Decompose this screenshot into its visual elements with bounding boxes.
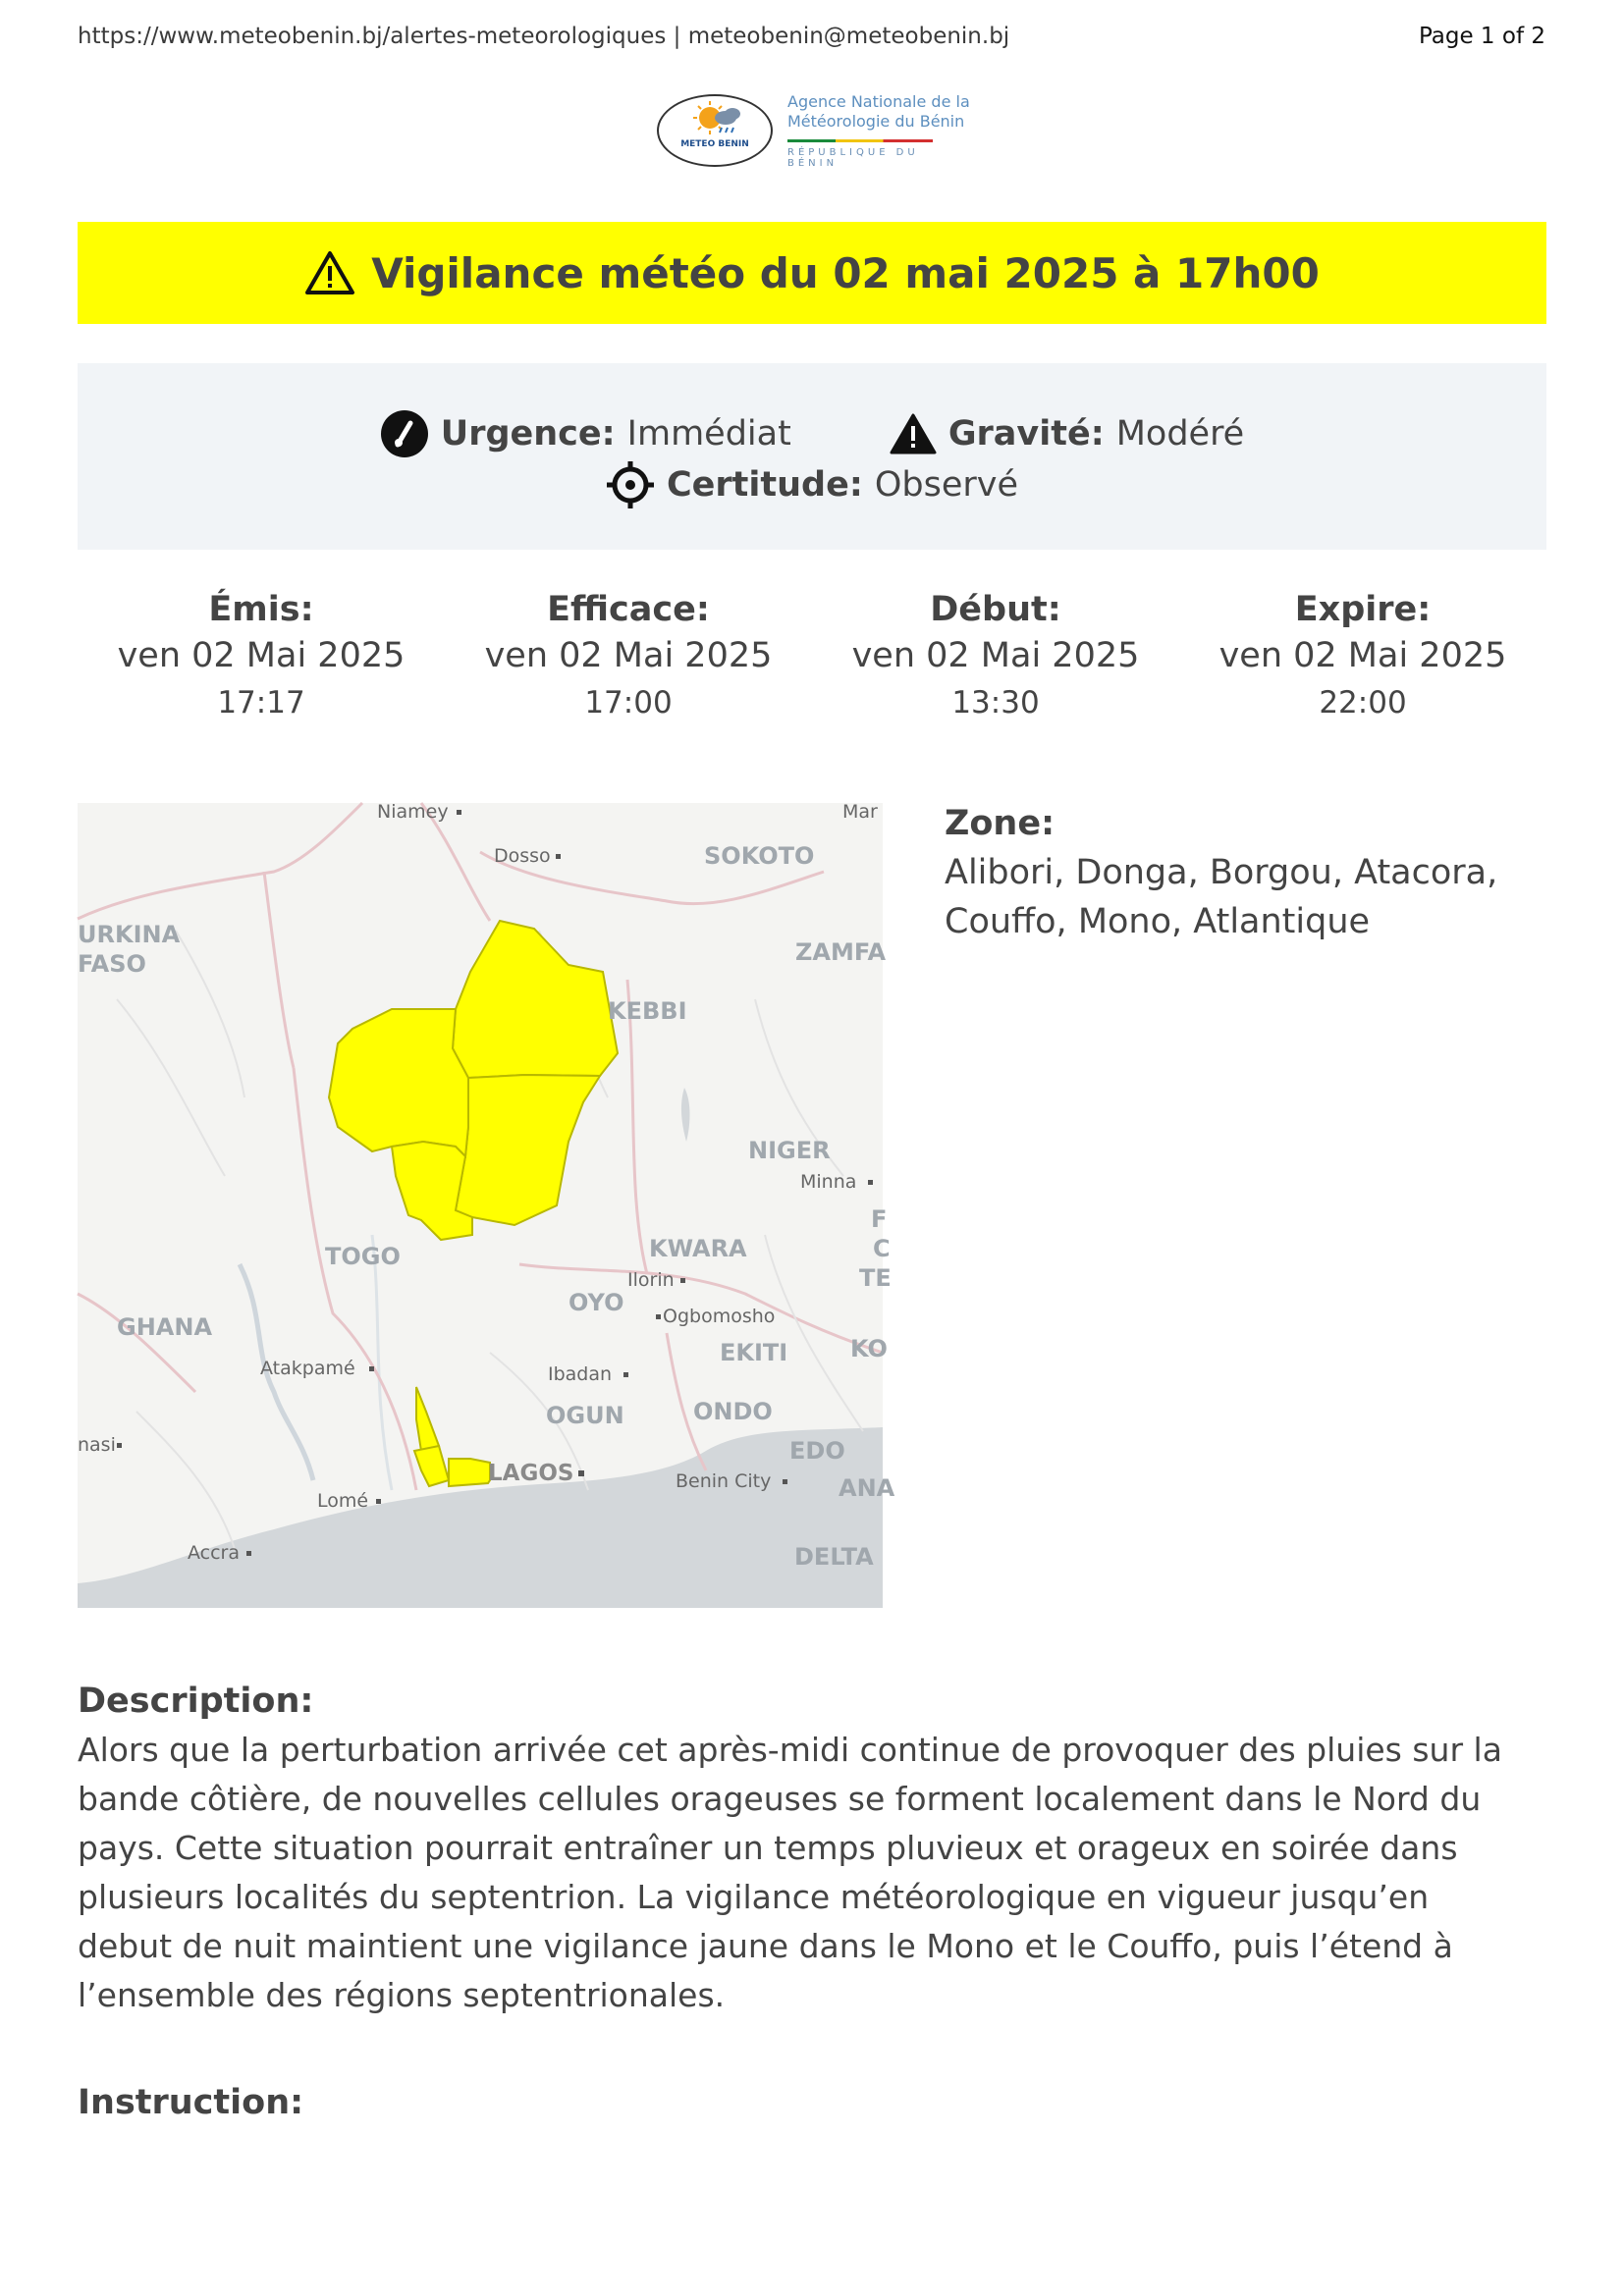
date-emis — [78, 589, 445, 736]
certitude-item — [606, 460, 1018, 509]
urgence-label: Urgence: — [440, 414, 616, 454]
date-day: ven 02 Mai 2025 — [851, 636, 1140, 675]
map-label: URKINA — [78, 921, 181, 948]
map-label: Accra — [188, 1542, 241, 1564]
map-label: KEBBI — [608, 997, 687, 1025]
logo-agency-line2: Météorologie du Bénin — [787, 112, 965, 131]
map-label: Niamey — [377, 801, 449, 823]
page-title: Vigilance météo du 02 mai 2025 à 17h00 — [371, 248, 1320, 297]
benin-alert-map — [78, 801, 895, 1608]
map-label: Atakpamé — [260, 1358, 355, 1379]
date-label: Efficace: — [547, 590, 710, 629]
map-label: Ibadan — [548, 1363, 613, 1385]
vigilance-banner — [78, 222, 1546, 324]
map-label: Benin City — [676, 1470, 772, 1492]
map-label: Lomé — [317, 1490, 369, 1512]
gravite-item — [890, 413, 1244, 454]
date-label: Expire: — [1294, 590, 1432, 629]
date-day: ven 02 Mai 2025 — [117, 636, 406, 675]
logo-agency-name — [787, 92, 970, 132]
date-time: 17:00 — [584, 685, 673, 721]
map-label: GHANA — [117, 1313, 213, 1341]
map-label: LAGOS — [488, 1461, 574, 1486]
map-label: Ogbomosho — [663, 1306, 776, 1327]
page-number: Page 1 of 2 — [1418, 24, 1545, 49]
map-label: Minna — [800, 1171, 857, 1193]
alert-attributes — [78, 363, 1546, 550]
gravite-label: Gravité: — [947, 414, 1105, 454]
alert-map[interactable] — [78, 801, 895, 1608]
logo-country: RÉPUBLIQUE DU BÉNIN — [787, 147, 919, 169]
description-line: plusieurs localités du septentrion. La vigilance météorologique en vigueur jusqu’en — [78, 1878, 1430, 1916]
flag-stripe — [787, 139, 933, 142]
header-url[interactable]: https://www.meteobenin.bj/alertes-meteorologiques | meteobenin@meteobenin.bj — [78, 24, 1010, 49]
map-label: FASO — [78, 950, 146, 978]
description-line: l’ensemble des régions septentrionales. — [78, 1976, 726, 2014]
logo-emblem — [657, 94, 773, 167]
description-line: bande côtière, de nouvelles cellules orageuses se forment localement dans le Nord du — [78, 1780, 1482, 1818]
map-label: KO — [850, 1335, 888, 1362]
map-label: C — [873, 1235, 891, 1262]
map-label: EDO — [789, 1437, 845, 1465]
map-label: Dosso — [494, 845, 551, 867]
certitude-label: Certitude: — [666, 465, 863, 505]
map-label: ANA — [839, 1474, 895, 1502]
gravite-value: Modéré — [1115, 414, 1245, 454]
meteo-benin-logo — [657, 86, 971, 169]
exclamation-triangle-icon — [890, 413, 937, 454]
map-label: SOKOTO — [704, 842, 815, 870]
map-label: OGUN — [546, 1402, 624, 1429]
meta-row-1 — [78, 409, 1546, 458]
zone-section — [945, 799, 1534, 946]
date-time: 17:17 — [217, 685, 305, 721]
description-label: Description: — [78, 1682, 314, 1721]
description-section — [78, 1677, 1550, 2020]
date-expire — [1179, 589, 1546, 736]
date-day: ven 02 Mai 2025 — [1218, 636, 1507, 675]
date-day: ven 02 Mai 2025 — [484, 636, 773, 675]
zone-label: Zone: — [945, 804, 1056, 843]
meta-row-2 — [78, 460, 1546, 509]
zone-line-1: Alibori, Donga, Borgou, Atacora, — [945, 853, 1498, 892]
date-efficace — [445, 589, 812, 736]
gauge-icon — [380, 409, 429, 458]
alert-dates — [78, 589, 1546, 736]
date-label: Émis: — [208, 590, 314, 629]
date-time: 13:30 — [951, 685, 1040, 721]
date-label: Début: — [930, 590, 1061, 629]
map-label: Mar — [842, 801, 878, 823]
map-label: nasi — [78, 1434, 116, 1456]
logo-agency-line1: Agence Nationale de la — [787, 92, 970, 111]
map-label: EKITI — [720, 1339, 788, 1366]
map-label: TOGO — [325, 1243, 401, 1270]
description-line: debut de nuit maintient une vigilance jaune dans le Mono et le Couffo, puis l’étend à — [78, 1927, 1453, 1965]
sun-cloud-icon — [659, 96, 771, 141]
map-label: KWARA — [649, 1235, 747, 1262]
instruction-label: Instruction: — [78, 2083, 304, 2122]
map-label: DELTA — [794, 1543, 874, 1571]
map-label: TE — [859, 1264, 892, 1292]
zone-line-2: Couffo, Mono, Atlantique — [945, 902, 1371, 941]
map-label: ZAMFA — [795, 938, 887, 966]
urgence-item — [380, 409, 791, 458]
map-label: ONDO — [693, 1398, 773, 1425]
warning-icon — [304, 250, 355, 295]
certitude-value: Observé — [874, 465, 1019, 505]
description-line: pays. Cette situation pourrait entraîner un temps pluvieux et orageux en soirée dans — [78, 1829, 1458, 1867]
date-time: 22:00 — [1319, 685, 1407, 721]
date-debut — [812, 589, 1179, 736]
map-label: Ilorin — [627, 1269, 675, 1291]
description-line: Alors que la perturbation arrivée cet après-midi continue de provoquer des pluies sur la — [78, 1731, 1502, 1769]
crosshair-icon — [606, 460, 655, 509]
map-label: F — [871, 1205, 888, 1233]
urgence-value: Immédiat — [626, 414, 791, 454]
map-label: NIGER — [748, 1137, 831, 1164]
logo-brand: METEO BENIN — [680, 139, 749, 149]
map-label: OYO — [568, 1289, 624, 1316]
